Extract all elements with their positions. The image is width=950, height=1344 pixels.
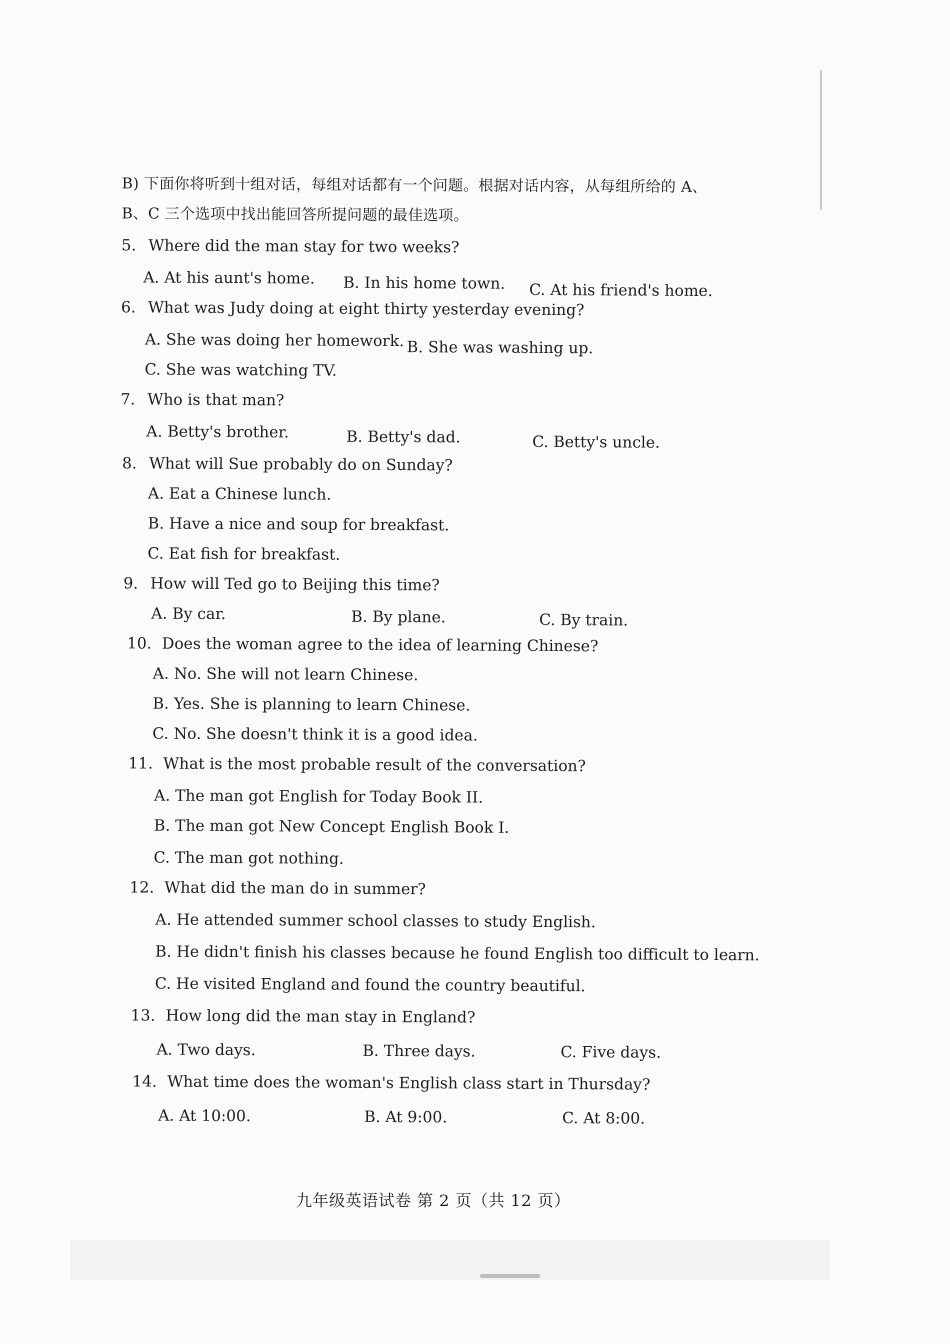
option-text: By train. <box>560 611 629 630</box>
option-text: The man got English for Today Book II. <box>175 786 484 807</box>
question-text: How will Ted go to Beijing this time? <box>150 574 440 595</box>
option-letter: B. <box>364 1107 381 1126</box>
question-text: Where did the man stay for two weeks? <box>148 236 460 257</box>
option-letter: A. <box>144 330 162 349</box>
option-text: Eat a Chinese lunch. <box>168 484 332 504</box>
option-text: At his aunt's home. <box>164 268 315 288</box>
page-footer: 九年级英语试卷 第 2 页（共 12 页） <box>296 1191 571 1210</box>
option-9a[interactable] <box>151 605 226 623</box>
option-letter: B. <box>152 694 170 713</box>
option-text: At 9:00. <box>385 1108 448 1127</box>
option-text: Betty's brother. <box>167 422 290 442</box>
option-letter: A. <box>146 422 163 441</box>
option-letter: A. <box>143 268 160 287</box>
option-text: Yes. She is planning to learn Chinese. <box>173 694 471 715</box>
option-8b[interactable] <box>148 515 450 535</box>
question-text: What will Sue probably do on Sunday? <box>148 454 453 475</box>
option-text: The man got nothing. <box>174 848 344 868</box>
option-letter: B. <box>346 427 363 446</box>
option-letter: C. <box>532 432 549 451</box>
option-letter: B. <box>147 514 165 533</box>
option-letter: B. <box>362 1041 379 1060</box>
option-5c[interactable] <box>529 281 713 300</box>
question-7 <box>120 390 284 409</box>
option-letter: A. <box>154 786 171 805</box>
option-12b[interactable] <box>155 943 760 965</box>
option-8c[interactable] <box>147 545 340 564</box>
option-letter: B. <box>406 338 424 357</box>
option-8a[interactable] <box>148 485 332 504</box>
option-letter: C. <box>154 974 172 993</box>
question-8 <box>122 454 453 474</box>
option-7c[interactable] <box>532 433 660 452</box>
option-12a[interactable] <box>155 911 596 932</box>
option-text: Two days. <box>177 1040 256 1060</box>
option-14a[interactable] <box>158 1107 251 1126</box>
option-10a[interactable] <box>153 665 419 685</box>
question-text: Does the woman agree to the idea of learning Chinese? <box>161 634 599 656</box>
option-text: Betty's uncle. <box>553 433 661 452</box>
option-letter: C. <box>560 1043 577 1062</box>
option-letter: C. <box>539 610 556 630</box>
question-number: 13. <box>130 1006 156 1025</box>
option-letter: C. <box>147 544 164 563</box>
option-7a[interactable] <box>146 423 289 442</box>
option-14b[interactable] <box>364 1108 447 1127</box>
option-11a[interactable] <box>154 787 483 807</box>
option-14c[interactable] <box>562 1109 645 1128</box>
option-letter: A. <box>151 604 168 623</box>
option-10b[interactable] <box>153 695 471 715</box>
option-text: Five days. <box>581 1043 662 1062</box>
question-number: 12. <box>129 878 155 897</box>
question-number: 10. <box>126 634 152 653</box>
question-text: What was Judy doing at eight thirty yesterday evening? <box>147 298 585 320</box>
question-14 <box>132 1072 650 1093</box>
option-text: Eat fish for breakfast. <box>168 544 341 564</box>
option-letter: B. <box>343 273 360 292</box>
option-letter: A. <box>147 484 165 503</box>
option-letter: B. <box>351 607 368 626</box>
page-edge-mark <box>820 70 822 210</box>
option-6b[interactable] <box>407 338 594 357</box>
option-letter: C. <box>144 360 161 379</box>
question-text: What time does the woman's English class start in Thursday? <box>167 1072 651 1094</box>
exam-page <box>53 150 820 1275</box>
question-text: How long did the man stay in England? <box>165 1006 476 1027</box>
option-letter: C. <box>529 280 546 299</box>
option-text: At 8:00. <box>583 1109 646 1128</box>
option-text: She was doing her homework. <box>165 330 405 351</box>
option-13c[interactable] <box>560 1043 661 1062</box>
option-text: At 10:00. <box>179 1106 251 1126</box>
option-letter: A. <box>152 664 169 683</box>
option-9b[interactable] <box>351 608 446 627</box>
option-10c[interactable] <box>152 725 477 745</box>
option-11b[interactable] <box>154 817 510 837</box>
question-12 <box>129 878 426 898</box>
question-number: 6. <box>120 298 136 317</box>
option-11c[interactable] <box>154 849 344 868</box>
question-number: 11. <box>128 754 153 773</box>
option-9c[interactable] <box>539 611 628 630</box>
option-text: He attended summer school classes to study English. <box>176 910 596 932</box>
option-letter: A. <box>155 910 172 929</box>
question-6 <box>121 298 584 319</box>
option-13a[interactable] <box>156 1041 255 1060</box>
scan-smudge <box>480 1274 540 1278</box>
option-5b[interactable] <box>343 274 505 293</box>
question-text: Who is that man? <box>147 390 285 410</box>
option-13b[interactable] <box>362 1042 475 1061</box>
question-number: 14. <box>132 1072 158 1091</box>
option-letter: C. <box>153 848 170 867</box>
option-letter: B. <box>155 942 172 961</box>
section-instruction-line-2: B、C 三个选项中找出能回答所提问题的最佳选项。 <box>121 204 469 225</box>
option-text: He didn't finish his classes because he found English too difficult to learn. <box>176 942 760 965</box>
option-text: He visited England and found the country beautiful. <box>176 974 586 996</box>
option-text: In his home town. <box>364 273 506 293</box>
option-letter: B. <box>153 816 171 835</box>
option-12c[interactable] <box>155 975 586 996</box>
option-text: The man got New Concept English Book I. <box>175 816 510 837</box>
option-6a[interactable] <box>145 331 404 351</box>
option-letter: C. <box>152 724 169 743</box>
question-number: 8. <box>122 454 137 473</box>
question-13 <box>131 1006 476 1026</box>
option-text: By car. <box>172 604 226 624</box>
question-number: 9. <box>123 574 139 593</box>
option-text: No. She doesn't think it is a good idea. <box>173 724 478 745</box>
option-text: Betty's dad. <box>367 427 461 447</box>
question-number: 7. <box>120 390 136 409</box>
question-5 <box>121 236 459 256</box>
option-letter: A. <box>156 1040 173 1059</box>
option-text: Three days. <box>383 1041 476 1061</box>
question-9 <box>123 574 440 594</box>
question-text: What is the most probable result of the conversation? <box>163 754 586 776</box>
option-text: She was watching TV. <box>165 360 337 380</box>
question-11 <box>128 754 586 775</box>
option-5a[interactable] <box>143 269 315 288</box>
option-text: By plane. <box>372 607 446 627</box>
option-letter: A. <box>158 1106 175 1125</box>
option-text: She was washing up. <box>428 338 594 358</box>
option-text: No. She will not learn Chinese. <box>173 664 419 685</box>
question-10 <box>127 634 598 655</box>
question-number: 5. <box>121 236 137 255</box>
section-instruction-line-1: B) 下面你将听到十组对话，每组对话都有一个问题。根据对话内容，从每组所给的 A、 <box>121 174 708 196</box>
option-letter: C. <box>562 1109 579 1128</box>
option-text: Have a nice and soup for breakfast. <box>168 514 450 535</box>
question-text: What did the man do in summer? <box>164 878 426 899</box>
option-text: At his friend's home. <box>550 280 713 300</box>
option-7b[interactable] <box>346 428 460 447</box>
option-6c[interactable] <box>145 361 337 380</box>
